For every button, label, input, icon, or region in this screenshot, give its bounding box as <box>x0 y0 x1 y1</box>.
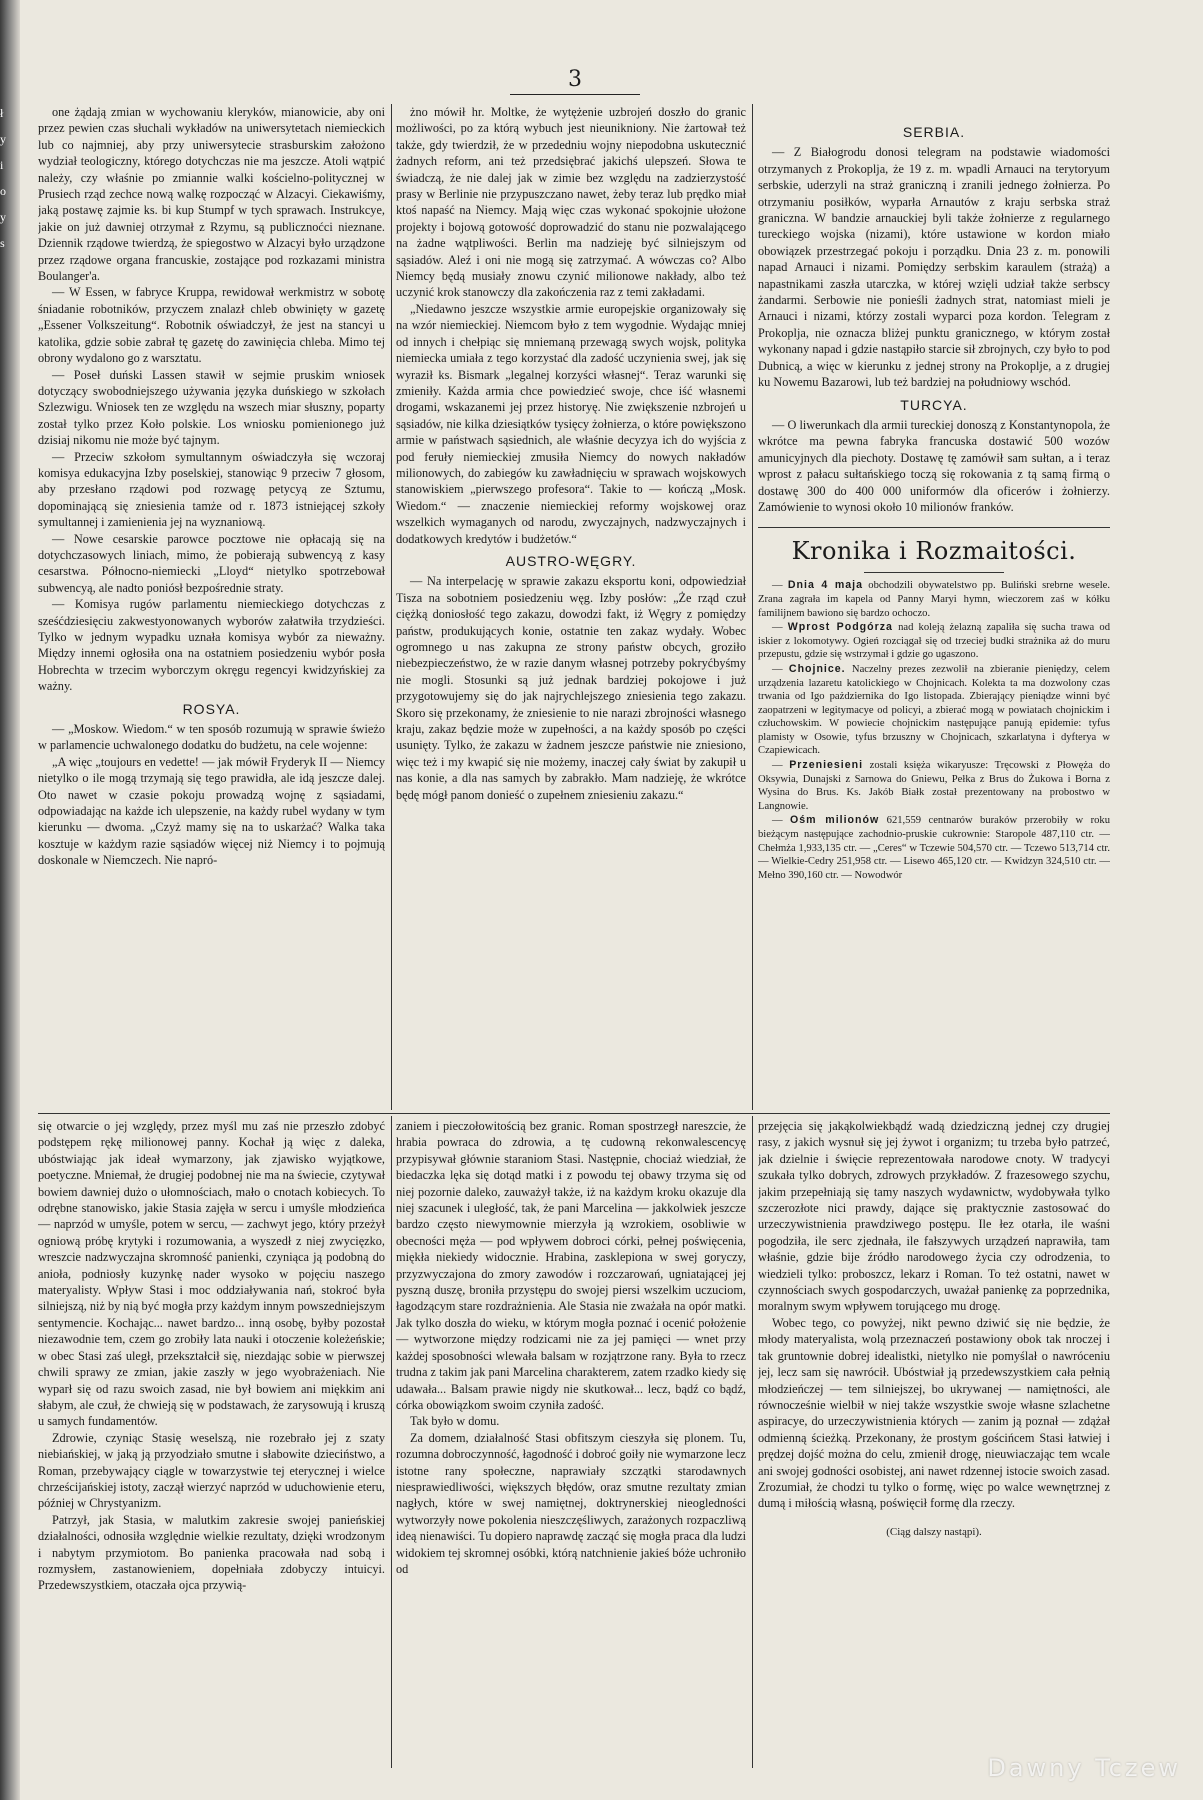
kronika-title: Kronika i Rozmaitości. <box>791 537 1077 566</box>
feuilleton-column-2 <box>396 1118 746 1770</box>
kronika-item-osm-milionow: — Ośm milionów 621,559 centnarów buraków przerobiły w roku bieżącym następujące zachodnio-pruskie cukrownie: Staropole 487,110 ctr. — Chełmża 1,933,135 ctr. — „Ceres“ w Tczewie 504,570 ctr. — Tczewo 513,714 ctr. — Wielkie-Cedry 251,958 ctr. — Lisewo 465,120 ctr. — Kwidzyn 324,510 ctr. — Mełno 390,160 ctr. — Nowodwór <box>758 814 1110 881</box>
kronika-items <box>758 579 1110 882</box>
feuilleton-rule <box>38 1113 1110 1114</box>
article-moltke: żno mówił hr. Moltke, że wytężenie uzbrojeń doszło do granic możliwości, po za którą wybuch jest nieunikniony. Nie żartował też także, gdy twierdził, że w przededniu wojny niepodobna uskutecznić żadnych reform, ani też przedsiębrać jakichś ulepszeń. Słowa te świadczą, że nie dalej jak w zimie bez względu na zadzierzystość prasy w Berlinie nie przypuszczano nawet, żeby teraz lub prędko miał ktoś napaść na Niemcy. Mają więc czas wykonać spokojnie ułożone projekty i bojową gotowość doprowadzić do stanu nie pozwalającego na żadne wątpliwości. Berlin ma nadzieję być silniejszym od sąsiadów. Aleź i oni nie mogą się zatrzymać. A wówczas co? Albo Niemcy będą musiały znowu czynić milionowe nakłady, albo też uczynić krok stanowczy dla zakończenia raz z temi zakładami. <box>396 105 746 300</box>
article-tisza: — Na interpelację w sprawie zakazu eksportu koni, odpowiedział Tisza na sobotniem posiedzeniu węg. Izby posłów: „Że rząd czuł ciężką doniosłość tego zakazu, dowodzi fakt, iż Węgry z pomiędzy państw, produkujących konie, ostatnie ten zakaz wydały. Wobec ogromnego u nas zakupna ze strony państw obcych, groziło niebezpieczeństwo, że w razie danym własnej potrzeby pokryćbyśmy nie mogli. Stosunki są już jednak bardziej pokojowe i już przygotowujemy się do jak najrychlejszego zniesienia tego zakazu. Skoro się przekonamy, że zniesienie to nie narazi zbrojności własnego kraju, zakaz będzie może w zupełności, a na każdy sposób po części usunięty. Tylko, że zakazu w żadnem jeszcze państwie nie zniesiono, więc też i my kwapić się nie możemy, inaczej cały świat by zakupił u nas konie, a dla nas samych by zabrakło. Mam nadzieję, że wkrótce będę mógł panom donieść o zupełnem zniesieniu zakazu.“ <box>396 574 746 802</box>
article-bialogrod: — Z Białogrodu donosi telegram na podstawie wiadomości otrzymanych z Prokoplja, że 19 z. m. wpadli Arnauci na terytoryum serbskie, uderzyli na straż graniczną i zranili jednego żołnierza. Po otrzymaniu posiłków, wyparła Arnautów z kraju serbska straż graniczna. W bandzie arnauckiej byli także żołnierze z regularnego tureckiego wojska (nizami), które ustawione w kordon miało obowiązek przestrzegać pokoju i porządku. Dnia 23 z. m. ponowili napad Arnauci i nizami. Pomiędzy serbskim karaulem (strażą) a napastnikami zaszła utarczka, w której wzięli udział także serbscy żandarmi. Serbowie nie ponieśli żadnych strat, natomiast mieli je Arnauci i nizami, którzy zostali wyparci poza kordon. Telegram z Prokoplja, nie oznacza bliżej punktu granicznego, w którym został wykonany napad i gdzie nastąpiło starcie sił zbrojnych, czy było to pod Dubnicą, a więc w kierunku z jednej strony na Prokoplje, a z drugiej ku Nowemu Bazarowi, lub też bardziej na południowy wschód. <box>758 145 1110 390</box>
article-essen: — W Essen, w fabryce Kruppa, rewidował werkmistrz w sobotę śniadanie robotników, przyczem znalazł chleb obwinięty w gazetę „Essener Volkszeitung“. Robotnik oświadczył, że jest na stancyi u katolika, gdzie sobie zabrał tę gazetę do zawinięcia chleba. Mimo tej obrony wydalono go z warsztatu. <box>38 285 385 366</box>
section-heading-turcya: TURCYA. <box>900 396 968 413</box>
kronika-text: zostali księża wikaryusze: Tręcowski z Płowęża do Oksywia, Dunajski z Sarnowa do Gniewu, Pełka z Brus do Żukowa i Borna z Wysina do Brus. Ks. Jakób Białk został prezentowany na probostwo w Langnowie. <box>758 760 1110 812</box>
kronika-item-dnia-4-maja: — Dnia 4 maja obchodzili obywatelstwo pp. Buliński srebrne wesele. Zrana zagrała im kapela od Panny Maryi hymn, wieczorem zaś w kółku familijnem bawiono się bardzo ochoczo. <box>758 579 1110 619</box>
article-moskow-quote: „A więc „toujours en vedette! — jak mówił Fryderyk II — Niemcy nietylko o ile mogą trzymają się tego prawidła, ale idą jeszcze dalej. Oto nawet w czasie pokoju prowadzą wojnę z sąsiadami, odpowiadając na każde ich ulepszenie, na każdy rubel wydany w tym kierunku — dwoma. „Czyż mamy się na to uskarżać? Walka taka kosztuje w każdym razie sąsiadów więcej niż Niemcy i to pojmują doskonale w Niemczech. Nie napró- <box>38 754 385 868</box>
section-heading-rosya: ROSYA. <box>182 700 241 717</box>
article-komisya: — Komisya rugów parlamentu niemieckiego dotychczas z sześćdziesięciu zakwestyonowanych wyborów załatwiła trzydzieści. Tylko w jednym wypadku uznała komisya wybór za nieważny. Między innemi ogłosiła ona na ostatniem posiedzeniu wybór posła Hobrechta w trzecim wyborczym okręgu regencyi kwidzyńskiej za ważny. <box>38 597 385 694</box>
feuilleton-column-3 <box>758 1118 1110 1770</box>
feuilleton-column-1 <box>38 1118 385 1770</box>
kronika-text: obchodzili obywatelstwo pp. Buliński srebrne wesele. Zrana zagrała im kapela od Panny Maryi hymn, wieczorem zaś w kółku familijnem bawiono się bardzo ochoczo. <box>758 580 1110 619</box>
page-edge-shadow <box>0 0 20 1800</box>
kronika-lead: Chojnice. <box>788 662 846 675</box>
feuilleton-paragraph: Wobec tego, co powyżej, nikt pewno dziwić się nie będzie, że młody materyalista, wolą przeznaczeń postawiony obok tak nroczej i tak gruntownie dobrej idealistki, nietylko nie pomyślał o nawróceniu jej, lecz sam się nawrócił. Ubóstwiał ją przedewszystkiem cała pełnią młodzieńczej — tem silniejszej, bo ukrywanej — namiętności, ale równocześnie wielbił w niej także wszystkie swoje własne szlachetne aspiracye, do urzeczywistnienia których — zanim ją poznał — zdążał odmienną ścieżką. Przekonany, że prostym gościńcem Stasi łatwiej i prędzej dojść można do celu, zmienił drogę, nieuwiaczając tem wcale ani swojej godności osobistej, ani nawet rdzennej istocie swoich zasad. Zrozumiał, że chodzi tu tylko o formę, więc po walce wewnętrznej z dumą i miłością własną, poświęcił formę dla rzeczy. <box>758 1315 1110 1511</box>
feuilleton-divider-1 <box>391 1116 392 1768</box>
article-szkoly: — Przeciw szkołom symultannym oświadczyła się wczoraj komisya edukacyjna Izby poselskiej, stanowiąc 9 przeciw 7 głosom, aby przesłano rządowi pod rozwagę petycyą ze Sztumu, dopominającą się zniesienia tamże od r. 1873 istniejącej szkoły symultannej i zamienienia jej na wyznaniową. <box>38 449 385 530</box>
feuilleton-paragraph: zaniem i pieczołowitością bez granic. Roman spostrzegł nareszcie, że hrabia powraca do zdrowia, a tę cudowną rekonwalescencyę przypisywał głównie staraniom Stasi. Następnie, chociaż wiedział, że biedaczka lęka się dotąd matki i z powodu tej obawy trzyma się od niej pozornie daleko, zauważył także, iż na każdym kroku okazuje dla niej szacunek i uległość, tak, że pani Marcelina — jakkolwiek jeszcze bardzo często niewymownie mierzyła ją wzrokiem, osobliwie w obecności męża — pod wpływem dobroci córki, pełnej poświęcenia, miękła niekiedy widocznie. Hrabina, zasklepiona w swej goryczy, przyzwyczajona do zmory zawodów i rozczarowań, ugniatającej jej pyszną duszę, broniła przystępu do swojej piersi wszelkim uczuciom, łagodzącym stare rozdrażnienia. Ale Stasia nie zważała na opór matki. Jak tylko doszła do wieku, w którym mogła poznać i ocenić położenie — wytworzone między rodzicami nie za jej pamięci — wnet przy każdej sposobności wlewała balsam w rozjątrzone rany. Była to rzecz trudna z takim jak pani Marcelina charakterem, zatem rzadko kiedy się udawała... Balsam prawie nigdy nie skutkował... lecz, bądź co bądź, córka obowiązkom swoim czyniła zadość. <box>396 1119 746 1412</box>
column-2-top <box>396 104 746 1111</box>
kronika-text: nad koleją żelazną zapaliła się sucha trawa od iskier z lokomotywy. Ogień rozciągał się od trzeciej budki strażnika aż do muru przepustu, gdzie się wstrzymał i gdzie go ugaszono. <box>758 622 1110 661</box>
kronika-rule <box>758 527 1110 528</box>
article-parowce: — Nowe cesarskie parowce pocztowe nie opłacają się na dotychczasowych liniach, mimo, że pobierają subwencyą z kasy cesarstwa. Północno-niemiecki „Lloyd“ nietylko spotrzebował subwencyą, ale nadto poniósł bezpośrednie straty. <box>38 531 385 595</box>
edge-letters: ł y i o y s <box>0 106 6 250</box>
feuilleton-paragraph: się otwarcie o jej względy, przez myśl mu zaś nie przeszło zdobyć podstępem rękę milionowej panny. Kochał ją więc z daleka, ubóstwiając jak ideał wymarzony, jak zjawisko wyjątkowe, poetyczne. Mniemał, że drugiej podobnej nie ma na świecie, czytywał bowiem dawniej dużo o ułomnościach, mało o cnotach kobiecych. To odrębne stanowisko, jakie Stasia zajęła w sercu i umyśle młodzieńca — naprzód w umyśle, potem w sercu, — zachwyt jego, który przeżył ogniową próbę krytyki i rozumowania, a wyszedł z niej zwycięzko, wreszcie nadzwyczajna skromność panienki, czyniąca ją podobną do anioła, podniosły kuzynkę nader wysoko w pojęciu naszego materyalisty. Wpływ Stasi i moc oddziaływania nań, stokroć była silniejszą, niż by nią być mogła przy każdym innym powszedniejszym sentymencie. Kochając... nawet bardzo... inną osobę, byłby pozostał niezawodnie tem, czem go zrobiły lata nauki i otoczenie koleżeńskie; w obec Stasi zaś uległ, przekształcił się, niezdając sobie w pierwszej chwili sprawy ze zmian, jakie zaszły w jego wyobrażeniach. Nie wyparł się od razu swoich zasad, nie był bowiem ani miękkim ani słabym, ale czuł, że chwieją się w podstawach, że zarysowują i kruszą u samych fundamentów. <box>38 1119 385 1429</box>
watermark: Dawny Tczew <box>987 1754 1181 1782</box>
column-divider-2 <box>752 104 753 1110</box>
feuilleton-paragraph: Zdrowie, czyniąc Stasię weselszą, nie rozebrało jej z szaty niebiańskiej, w jaką ją przyodziało smutne i słabowite dzieciństwo, a Roman, przebywający ciągle w towarzystwie tej eterycznej i wielce chrześcijańskiej istoty, zaczął wierzyć naprzód w uduchowienie eteru, później w Chrystyanizm. <box>38 1430 385 1511</box>
kronika-lead: Ośm milionów <box>790 814 880 827</box>
kronika-title-underline <box>864 572 1004 573</box>
feuilleton-paragraph: Za domem, działalność Stasi obfitszym cieszyła się plonem. Tu, rozumna dobroczynność, łagodność i dobroć goiły nie wymarzone lecz istotne rany społeczne, naprawiały szczątki starodawnych niesprawiedliwości, większych błędów, oraz smutne rezultaty zmian nagłych, które w swej namiętnej, doktrynerskiej nieogledności wytworzyły nowe pokolenia nieszczęśliwych, zarażonych rozpaczliwą ideą nienawiści. Tu dopiero naprawdę zacząć się mogła praca dla ludzi widokiem tej skromnej osóbki, którą natchnienie jakieś bóże uchroniło od <box>396 1430 746 1576</box>
column-divider-1 <box>391 104 392 1110</box>
kronika-lead: Wprost Podgórza <box>787 621 893 634</box>
kronika-text: 621,559 centnarów buraków przerobiły w roku bieżącym następujące zachodnio-pruskie cukrownie: Staropole 487,110 ctr. — Chełmża 1,933,135 ctr. — „Ceres“ w Tczewie 504,570 ctr. — Tczewo 513,714 ctr. — Wielkie-Cedry 251,958 ctr. — Lisewo 465,120 ctr. — Kwidzyn 324,510 ctr. — Mełno 390,160 ctr. — Nowodwór <box>758 815 1110 881</box>
section-heading-serbia: SERBIA. <box>902 124 966 140</box>
article-lassen: — Poseł duński Lassen stawił w sejmie pruskim wniosek dotyczący swobodniejszego używania języka duńskiego w szkołach Szlezwigu. Wniosek ten ze względu na wszech miar słuszny, poparty został tylko przez Koło polskie. Los wniosku pomienionego już dzisiaj nikomu nie może być tajnym. <box>38 367 385 448</box>
article-moskow: — „Moskow. Wiedom.“ w ten sposób rozumują w sprawie świeżo w parlamencie uchwalonego dodatku do budżetu, na cele wojenne: <box>38 722 385 753</box>
section-heading-austro-wegry: AUSTRO-WĘGRY. <box>505 552 637 569</box>
kronika-item-chojnice: — Chojnice. Naczelny prezes zezwolił na zbieranie pieniędzy, celem urządzenia lazaretu katolickiego w Chojnicach. Kolekta ta ma dozwolony czas trwania od Igo pażdziernika do Igo listopada. Zbierający pieniądze winni być zaopatrzeni w legitymacye od policyi, a zbierać mogą w powiatach chojnickim i człuchowskim. W powiecie chojnickim następujące panują epidemie: tyfus plamisty w Osowie, tyfus brzuszny w Chojnicach, szkarlatyna i dyfterya w Czapiewicach. <box>758 662 1110 757</box>
kronika-item-podgorze: — Wprost Podgórza nad koleją żelazną zapaliła się sucha trawa od iskier z lokomotywy. Ogień rozciągał się od trzeciej budki strażnika aż do muru przepustu, gdzie się wstrzymał i gdzie go ugaszono. <box>758 621 1110 661</box>
column-1-top <box>38 104 385 1111</box>
kronika-item-przeniesieni: — Przeniesieni zostali księża wikaryusze: Tręcowski z Płowęża do Oksywia, Dunajski z Sarnowa do Gniewu, Pełka z Brus do Żukowa i Borna z Wysina do Brus. Ks. Jakób Białk został prezentowany na probostwo w Langnowie. <box>758 759 1110 812</box>
article-armie: „Niedawno jeszcze wszystkie armie europejskie organizowały się na wzór niemieckiej. Niemcom było z tem wygodnie. Wydając mniej od innych i chełpiąc się mniemaną przewagą swych wojsk, polityka niemiecka umiała z tego korzystać dla zadość uczynienia swej, jak się wyraził ks. Bismark „legalnej korzyści własnej“. Teraz warunki się zmieniły. Każda armia chce powiedzieć swoje, chce iść własnemi drogami, wskazanemi jej przez historyę. Nie zwiększenie nzbrojeń u sąsiadów, nie kilka dziesiątków tysięcy żołnierza, o które powiększono armie w państwach sąsiednich, ale właśnie decyzya ich do wyjścia z pod feruły niemieckiej zmusiła Niemcy do nowych nakładów milionowych, do zabiegów ku zawładnięciu w sprawach wojskowych stanowiskiem „pierwszego profesora“. Takie to — kończą „Mosk. Wiedom.“ — znaczenie niemieckiej reformy wojskowej oraz wszelkich wymaganych od narodu, zwyczajnych, nadzwyczajnych i dodatkowych kredytów i budżetów.“ <box>396 301 746 546</box>
feuilleton-paragraph: Patrzył, jak Stasia, w malutkim zakresie swojej panieńskiej działalności, odnosiła względnie wielkie rezultaty, dzięki wrodzonym i nabytym przymiotom. Bo panienka pracowała nad sobą i rozmysłem, zastanowieniem, dopełniała zdobyczy intuicyi. Przedewszystkiem, otaczała ojca przywią- <box>38 1512 385 1593</box>
feuilleton-paragraph: Tak było w domu. <box>410 1414 500 1429</box>
column-3-top <box>758 124 1110 1111</box>
article-alzacya: one żądają zmian w wychowaniu kleryków, mianowicie, aby oni przez pewien czas słuchali wykładów na uniwersytetach niemieckich lub co najmniej, aby przy uniwersytecie strasburskim założono wydział teologiczny, którego dotychczas nie ma jeszcze. Atoli wątpić należy, czy właśnie po zmiannie walki kościelno-politycznej w Prusiech rząd zechce nową walkę rozpocząć w Alzacyi. Ciekawiśmy, jaką postawę zajmie ks. bi kup Stumpf w tych sprawach. Instrukcye, jakie on już dawniej otrzymał z Rzymu, są publicznoćci nieznane. Dziennik rządowe twierdzą, że spiegostwo w Alzacyi było urządzone przez rządowe organa francuskie, zostające pod rozkazami ministra Boulanger'a. <box>38 105 385 284</box>
feuilleton-paragraph: przejęcia się jakąkolwiekbądź wadą dziedziczną jednej czy drugiej rasy, z jakich wysnuł się jej żywot i organizm; tu trzeba było patrzeć, jak dzielnie i święcie reprezentowała narodowe cnoty. W tradycyi szukała tylko dobrych, zdrowych przykładów. Z frazesowego szychu, jakim przepełniają się tamy naszych wydawnictw, wydobywała tylko szczerozłote nici prawdy, dające się praktycznie zastosować do urzeczywistnienia prawdziwego postępu. Ile łez otarła, ile waśni pogodziła, ile serc zjednała, ile fałszywych urządzeń naprawiła, tam właśnie, gdzie bije źródło narodowego życia czy odrodzenia, to wiedzieli tylko: proboszcz, lekarz i Roman. To też ostatni, nawet w czynnościach swych gospodarczych, uważał panienkę za poprzednika, moralnym swym wpływem torującego mu drogę. <box>758 1119 1110 1314</box>
kronika-lead: Dnia 4 maja <box>787 579 863 592</box>
kronika-text: Naczelny prezes zezwolił na zbieranie pieniędzy, celem urządzenia lazaretu katolickiego w Chojnicach. Kolekta ta ma dozwolony czas trwania od Igo pażdziernika do Igo listopada. Zbierający pieniądze winni być zaopatrzeni w legitymacye od policyi, a zbierać mogą w powiatach chojnickim i człuchowskim. W powiecie chojnickim następujące panują epidemie: tyfus plamisty w Osowie, tyfus brzuszny w Chojnicach, szkarlatyna i dyfterya w Czapiewicach. <box>758 663 1110 757</box>
article-liwerunki: — O liwerunkach dla armii tureckiej donoszą z Konstantynopola, że wkrótce ma pewna fabryka francuska dostawić 500 wozów amunicyjnych dla piechoty. Dostawę tę zamówił sam sułtan, a i teraz wprost z pałacu sułtańskiego toczą się rokowania z tą samą firmą o dostawę 300 do 400 000 uniformów dla oficerów i żołnierzy. Zamówienie to wynosi około 10 milionów franków. <box>758 417 1110 514</box>
page-number: 3 <box>510 68 640 95</box>
kronika-lead: Przeniesieni <box>789 759 864 772</box>
continuation-note: (Ciąg dalszy nastąpi). <box>886 1525 982 1538</box>
feuilleton-divider-2 <box>752 1116 753 1768</box>
